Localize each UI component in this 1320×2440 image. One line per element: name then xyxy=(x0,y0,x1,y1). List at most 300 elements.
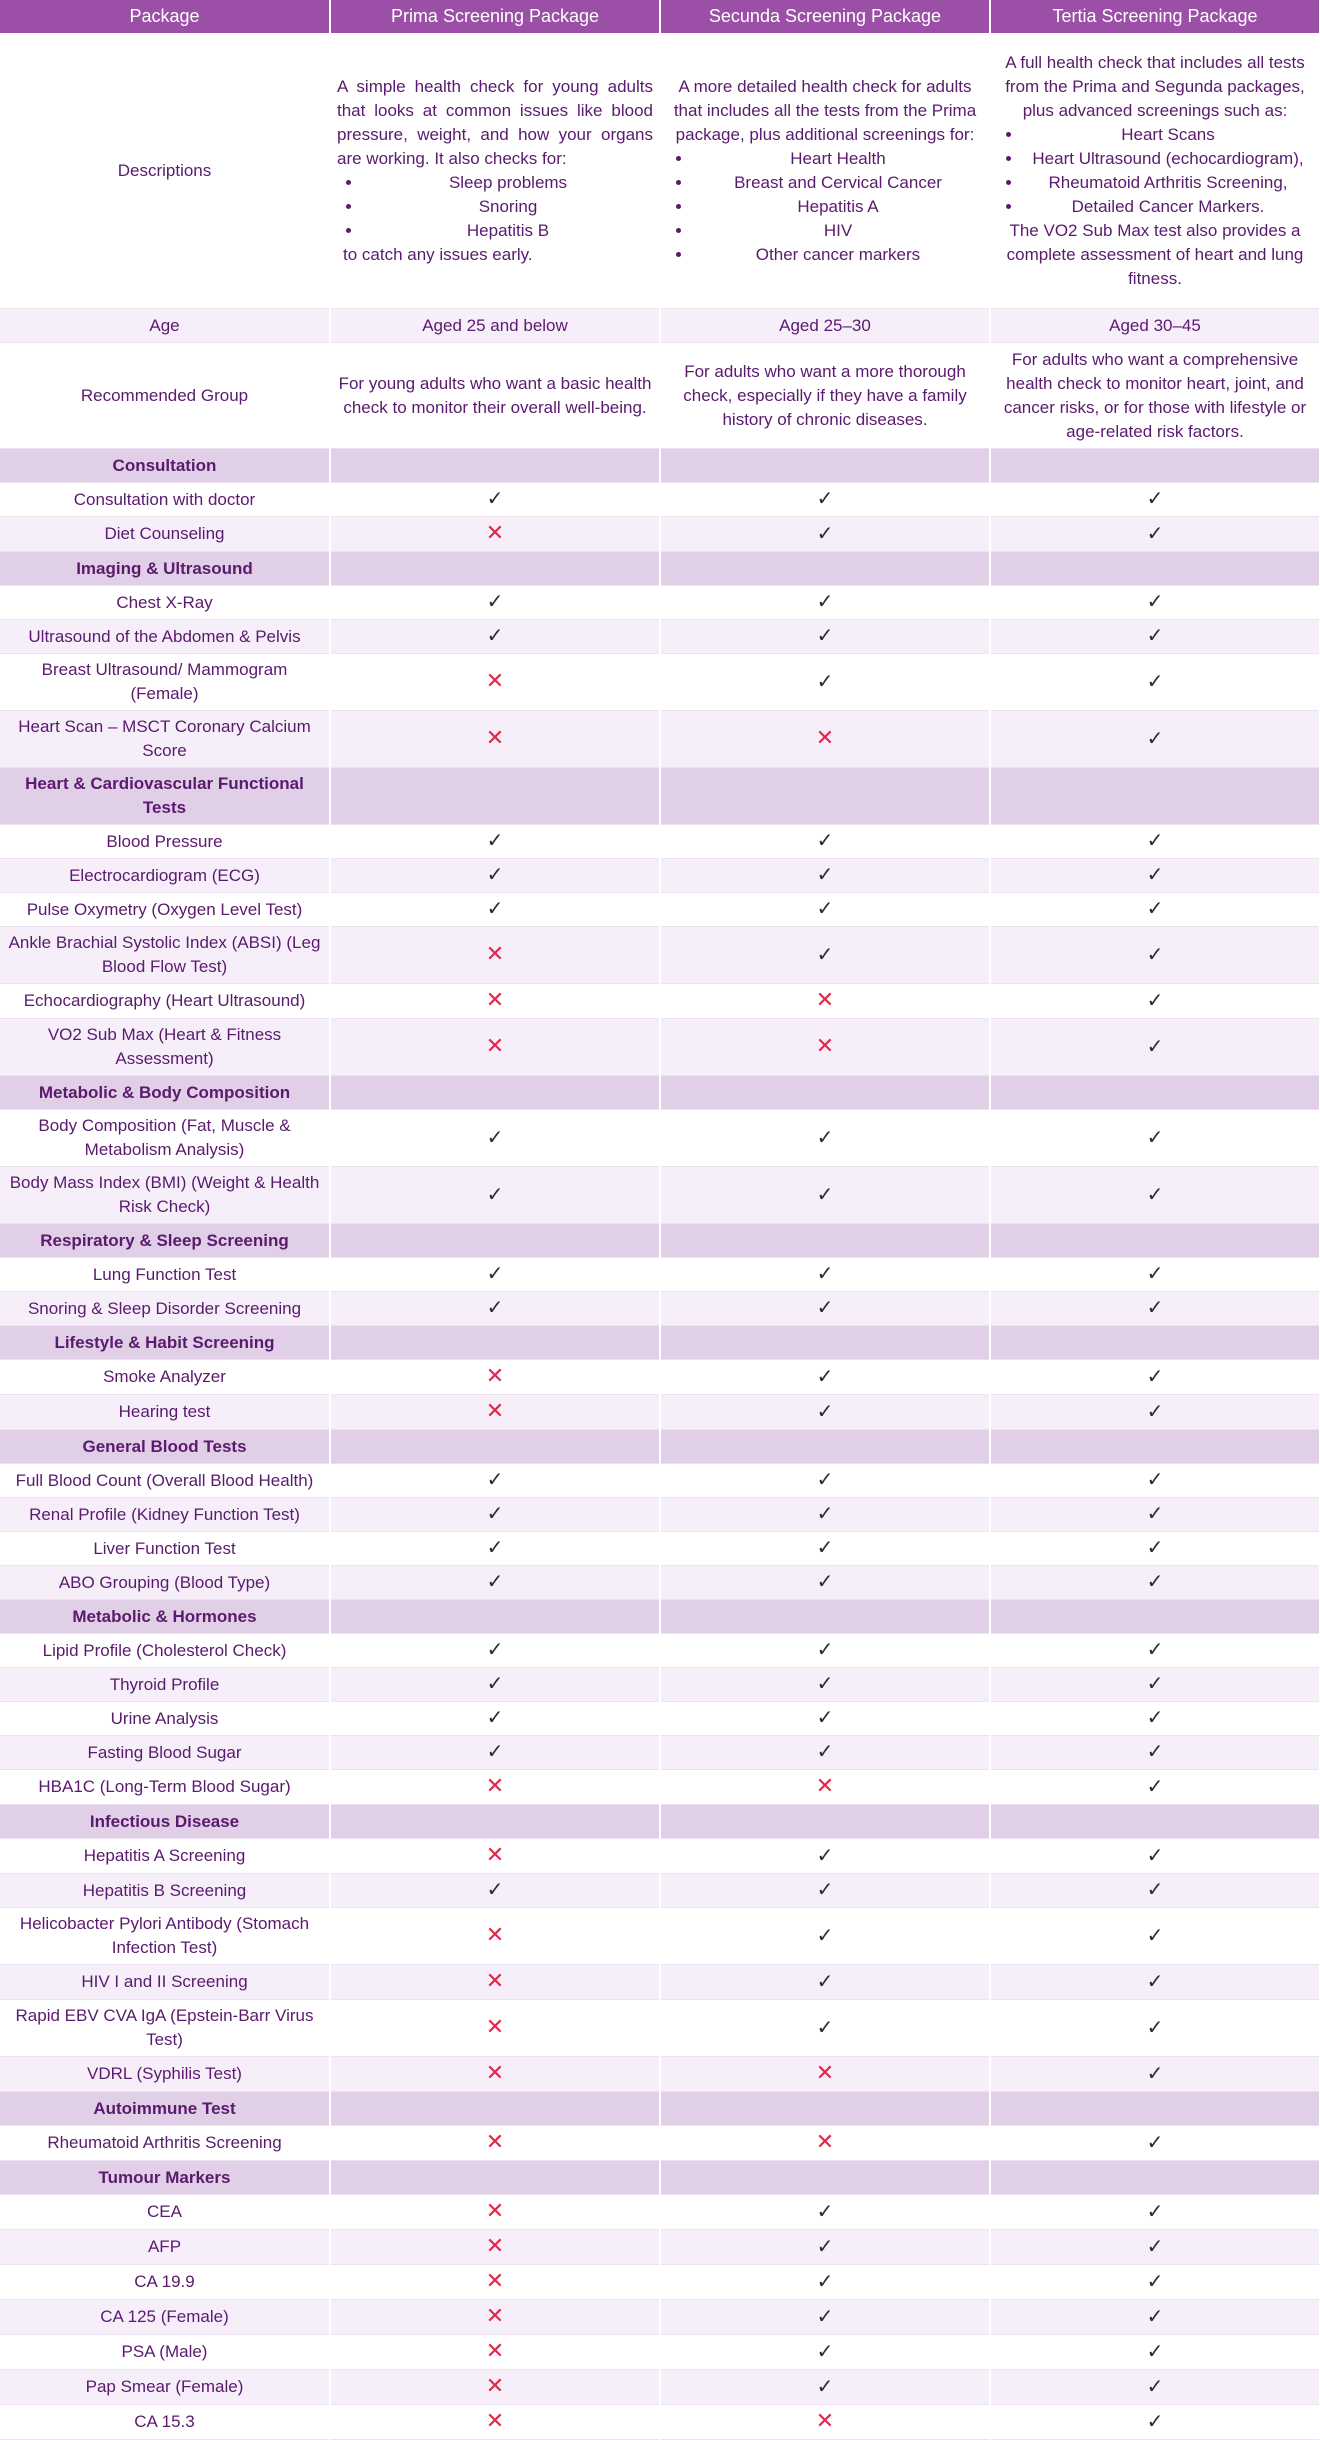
cross-icon: ✕ xyxy=(485,725,505,750)
tertia-availability-cell xyxy=(990,893,1320,927)
section-respiratory-sleep-screening xyxy=(0,1224,1320,1258)
check-icon: ✓ xyxy=(816,830,834,852)
header-package: Package xyxy=(0,0,330,33)
cross-icon: ✕ xyxy=(485,2060,505,2085)
tertia-availability-cell xyxy=(990,483,1320,517)
section-spacer xyxy=(990,552,1320,586)
prima-availability-cell xyxy=(330,2265,660,2300)
check-icon: ✓ xyxy=(1146,1537,1164,1559)
prima-availability-cell xyxy=(330,1668,660,1702)
secunda-availability-cell xyxy=(660,1019,990,1076)
tertia-availability-cell xyxy=(990,1464,1320,1498)
test-name: Echocardiography (Heart Ultrasound) xyxy=(0,984,330,1019)
section-spacer xyxy=(990,1805,1320,1839)
tertia-availability-cell xyxy=(990,654,1320,711)
prima-availability-cell xyxy=(330,2300,660,2335)
section-spacer xyxy=(330,2161,660,2195)
test-name: Lung Function Test xyxy=(0,1258,330,1292)
tertia-availability-cell xyxy=(990,1167,1320,1224)
prima-availability-cell xyxy=(330,893,660,927)
cross-icon: ✕ xyxy=(815,987,835,1012)
check-icon: ✓ xyxy=(816,1183,834,1206)
secunda-availability-cell xyxy=(660,1566,990,1600)
test-name: Lipid Profile (Cholesterol Check) xyxy=(0,1634,330,1668)
test-name: Heart Scan – MSCT Coronary Calcium Score xyxy=(0,711,330,768)
secunda-availability-cell xyxy=(660,1702,990,1736)
test-name: CEA xyxy=(0,2195,330,2230)
recommended-group-row xyxy=(0,343,1320,449)
prima-availability-cell xyxy=(330,859,660,893)
check-icon: ✓ xyxy=(1146,943,1164,966)
cross-icon: ✕ xyxy=(815,2060,835,2085)
check-icon: ✓ xyxy=(486,1879,504,1901)
check-icon: ✓ xyxy=(816,2235,834,2258)
section-spacer xyxy=(990,2092,1320,2126)
check-icon: ✓ xyxy=(486,1673,504,1695)
test-name: Ankle Brachial Systolic Index (ABSI) (Leg Blood Flow Test) xyxy=(0,927,330,984)
check-icon: ✓ xyxy=(1146,1639,1164,1661)
tertia-availability-cell xyxy=(990,2335,1320,2370)
section-tumour-markers xyxy=(0,2161,1320,2195)
secunda-availability-cell xyxy=(660,1167,990,1224)
section-spacer xyxy=(660,1076,990,1110)
section-spacer xyxy=(330,449,660,483)
secunda-recommended-group: For adults who want a more thorough check, especially if they have a family history of chronic diseases. xyxy=(660,343,990,449)
tertia-availability-cell xyxy=(990,1395,1320,1430)
section-spacer xyxy=(660,1224,990,1258)
tertia-availability-cell xyxy=(990,2195,1320,2230)
list-item: • Hepatitis A xyxy=(693,195,983,219)
cross-icon: ✕ xyxy=(485,1398,505,1423)
tertia-availability-cell xyxy=(990,1874,1320,1908)
table-row xyxy=(0,1258,1320,1292)
secunda-availability-cell xyxy=(660,2230,990,2265)
check-icon: ✓ xyxy=(816,1639,834,1661)
cross-icon: ✕ xyxy=(485,1842,505,1867)
prima-availability-cell xyxy=(330,2195,660,2230)
secunda-availability-cell xyxy=(660,2300,990,2335)
prima-description-outro: to catch any issues early. xyxy=(343,244,533,264)
section-spacer xyxy=(660,2161,990,2195)
section-spacer xyxy=(990,2161,1320,2195)
list-item: • Heart Health xyxy=(693,147,983,171)
check-icon: ✓ xyxy=(1146,1365,1164,1388)
cross-icon: ✕ xyxy=(485,2338,505,2363)
secunda-description xyxy=(660,33,990,309)
test-name: CA 19.9 xyxy=(0,2265,330,2300)
secunda-availability-cell xyxy=(660,2370,990,2405)
test-name: HIV I and II Screening xyxy=(0,1965,330,2000)
check-icon: ✓ xyxy=(1146,2305,1164,2328)
check-icon: ✓ xyxy=(816,1844,834,1867)
secunda-availability-cell xyxy=(660,620,990,654)
table-row xyxy=(0,1770,1320,1805)
check-icon: ✓ xyxy=(486,1503,504,1525)
tertia-availability-cell xyxy=(990,1736,1320,1770)
test-name: Urine Analysis xyxy=(0,1702,330,1736)
section-title: General Blood Tests xyxy=(0,1430,330,1464)
check-icon: ✓ xyxy=(486,625,504,647)
section-spacer xyxy=(990,1224,1320,1258)
check-icon: ✓ xyxy=(1146,1126,1164,1149)
cross-icon: ✕ xyxy=(815,2408,835,2433)
prima-availability-cell xyxy=(330,2405,660,2440)
descriptions-label: Descriptions xyxy=(0,33,330,309)
check-icon: ✓ xyxy=(1146,1469,1164,1491)
secunda-availability-cell xyxy=(660,1258,990,1292)
check-icon: ✓ xyxy=(816,1879,834,1901)
tertia-recommended-group: For adults who want a comprehensive health check to monitor heart, joint, and cancer risks, or for those with lifestyle or age-related risk factors. xyxy=(990,343,1320,449)
section-spacer xyxy=(330,1430,660,1464)
table-row xyxy=(0,1965,1320,2000)
tertia-availability-cell xyxy=(990,1566,1320,1600)
tertia-availability-cell xyxy=(990,1965,1320,2000)
section-title: Infectious Disease xyxy=(0,1805,330,1839)
check-icon: ✓ xyxy=(1146,989,1164,1012)
test-name: Full Blood Count (Overall Blood Health) xyxy=(0,1464,330,1498)
check-icon: ✓ xyxy=(1146,522,1164,545)
table-row xyxy=(0,1874,1320,1908)
section-spacer xyxy=(660,2092,990,2126)
secunda-availability-cell xyxy=(660,825,990,859)
secunda-availability-cell xyxy=(660,483,990,517)
table-row xyxy=(0,2405,1320,2440)
prima-availability-cell xyxy=(330,927,660,984)
table-row xyxy=(0,1464,1320,1498)
tertia-availability-cell xyxy=(990,1702,1320,1736)
prima-availability-cell xyxy=(330,1736,660,1770)
check-icon: ✓ xyxy=(486,898,504,920)
tertia-availability-cell xyxy=(990,1258,1320,1292)
check-icon: ✓ xyxy=(816,1741,834,1763)
tertia-availability-cell xyxy=(990,825,1320,859)
check-icon: ✓ xyxy=(816,1469,834,1491)
tertia-availability-cell xyxy=(990,1770,1320,1805)
check-icon: ✓ xyxy=(1146,2200,1164,2223)
check-icon: ✓ xyxy=(1146,2375,1164,2398)
list-item: • Sleep problems xyxy=(363,171,653,195)
section-spacer xyxy=(660,1430,990,1464)
section-infectious-disease xyxy=(0,1805,1320,1839)
cross-icon: ✕ xyxy=(815,1033,835,1058)
secunda-availability-cell xyxy=(660,1464,990,1498)
section-spacer xyxy=(660,552,990,586)
test-name: ABO Grouping (Blood Type) xyxy=(0,1566,330,1600)
prima-description-intro: A simple health check for young adults that looks at common issues like blood pressure, weight, and how your organs are working. It also checks for: xyxy=(337,76,653,168)
table-row xyxy=(0,1395,1320,1430)
check-icon: ✓ xyxy=(816,1400,834,1423)
test-name: Helicobacter Pylori Antibody (Stomach Infection Test) xyxy=(0,1908,330,1965)
tertia-availability-cell xyxy=(990,859,1320,893)
tertia-availability-cell xyxy=(990,1839,1320,1874)
check-icon: ✓ xyxy=(1146,2016,1164,2039)
check-icon: ✓ xyxy=(1146,1970,1164,1993)
prima-availability-cell xyxy=(330,1360,660,1395)
prima-availability-cell xyxy=(330,1498,660,1532)
secunda-age: Aged 25–30 xyxy=(660,309,990,343)
section-spacer xyxy=(330,768,660,825)
test-name: Hepatitis B Screening xyxy=(0,1874,330,1908)
section-title: Respiratory & Sleep Screening xyxy=(0,1224,330,1258)
list-item: • Snoring xyxy=(363,195,653,219)
check-icon: ✓ xyxy=(486,1183,504,1206)
prima-availability-cell xyxy=(330,1110,660,1167)
tertia-availability-cell xyxy=(990,1498,1320,1532)
tertia-description-outro: The VO2 Sub Max test also provides a complete assessment of heart and lung fitness. xyxy=(1006,220,1304,288)
header-secunda: Secunda Screening Package xyxy=(660,0,990,33)
check-icon: ✓ xyxy=(1146,1400,1164,1423)
tertia-availability-cell xyxy=(990,2265,1320,2300)
test-name: HBA1C (Long-Term Blood Sugar) xyxy=(0,1770,330,1805)
secunda-availability-cell xyxy=(660,711,990,768)
section-spacer xyxy=(660,768,990,825)
prima-availability-cell xyxy=(330,517,660,552)
test-name: VDRL (Syphilis Test) xyxy=(0,2057,330,2092)
tertia-age: Aged 30–45 xyxy=(990,309,1320,343)
secunda-availability-cell xyxy=(660,2265,990,2300)
section-general-blood-tests xyxy=(0,1430,1320,1464)
test-name: CA 125 (Female) xyxy=(0,2300,330,2335)
cross-icon: ✕ xyxy=(485,2408,505,2433)
check-icon: ✓ xyxy=(486,1639,504,1661)
secunda-availability-cell xyxy=(660,1770,990,1805)
check-icon: ✓ xyxy=(816,898,834,920)
test-name: VO2 Sub Max (Heart & Fitness Assessment) xyxy=(0,1019,330,1076)
check-icon: ✓ xyxy=(486,1297,504,1319)
age-row xyxy=(0,309,1320,343)
prima-availability-cell xyxy=(330,1258,660,1292)
list-item: • Other cancer markers xyxy=(693,243,983,267)
table-row xyxy=(0,711,1320,768)
secunda-description-list xyxy=(667,147,983,267)
prima-availability-cell xyxy=(330,654,660,711)
section-spacer xyxy=(330,1224,660,1258)
check-icon: ✓ xyxy=(1146,1775,1164,1798)
section-spacer xyxy=(660,1600,990,1634)
check-icon: ✓ xyxy=(1146,670,1164,693)
table-row xyxy=(0,1702,1320,1736)
check-icon: ✓ xyxy=(1146,1297,1164,1319)
check-icon: ✓ xyxy=(816,488,834,510)
secunda-availability-cell xyxy=(660,984,990,1019)
check-icon: ✓ xyxy=(816,943,834,966)
secunda-availability-cell xyxy=(660,1360,990,1395)
check-icon: ✓ xyxy=(486,1126,504,1149)
table-row xyxy=(0,2300,1320,2335)
prima-availability-cell xyxy=(330,1965,660,2000)
cross-icon: ✕ xyxy=(485,987,505,1012)
check-icon: ✓ xyxy=(816,1537,834,1559)
tertia-availability-cell xyxy=(990,2405,1320,2440)
header-prima: Prima Screening Package xyxy=(330,0,660,33)
check-icon: ✓ xyxy=(1146,898,1164,920)
check-icon: ✓ xyxy=(1146,1503,1164,1525)
tertia-availability-cell xyxy=(990,1634,1320,1668)
tertia-availability-cell xyxy=(990,1360,1320,1395)
tertia-availability-cell xyxy=(990,586,1320,620)
table-row xyxy=(0,1566,1320,1600)
test-name: Body Composition (Fat, Muscle & Metabolism Analysis) xyxy=(0,1110,330,1167)
secunda-description-intro: A more detailed health check for adults that includes all the tests from the Prima package, plus additional screenings for: xyxy=(673,76,977,144)
table-row xyxy=(0,2195,1320,2230)
check-icon: ✓ xyxy=(1146,1035,1164,1058)
tertia-availability-cell xyxy=(990,927,1320,984)
prima-availability-cell xyxy=(330,2370,660,2405)
check-icon: ✓ xyxy=(486,864,504,886)
test-name: CA 15.3 xyxy=(0,2405,330,2440)
tertia-availability-cell xyxy=(990,2000,1320,2057)
section-autoimmune-test xyxy=(0,2092,1320,2126)
tertia-availability-cell xyxy=(990,1110,1320,1167)
table-row xyxy=(0,2057,1320,2092)
secunda-availability-cell xyxy=(660,517,990,552)
test-name: Hepatitis A Screening xyxy=(0,1839,330,1874)
cross-icon: ✕ xyxy=(485,1922,505,1947)
cross-icon: ✕ xyxy=(485,1968,505,1993)
check-icon: ✓ xyxy=(1146,2062,1164,2085)
check-icon: ✓ xyxy=(816,1503,834,1525)
section-spacer xyxy=(330,1805,660,1839)
section-metabolic-body-composition xyxy=(0,1076,1320,1110)
test-name: Electrocardiogram (ECG) xyxy=(0,859,330,893)
prima-availability-cell xyxy=(330,586,660,620)
check-icon: ✓ xyxy=(816,2200,834,2223)
table-row xyxy=(0,654,1320,711)
cross-icon: ✕ xyxy=(485,2373,505,2398)
tertia-availability-cell xyxy=(990,517,1320,552)
check-icon: ✓ xyxy=(816,1297,834,1319)
prima-availability-cell xyxy=(330,1702,660,1736)
tertia-availability-cell xyxy=(990,1668,1320,1702)
section-spacer xyxy=(990,449,1320,483)
section-title: Tumour Markers xyxy=(0,2161,330,2195)
section-spacer xyxy=(990,1076,1320,1110)
check-icon: ✓ xyxy=(1146,2340,1164,2363)
table-row xyxy=(0,2000,1320,2057)
check-icon: ✓ xyxy=(816,864,834,886)
prima-age: Aged 25 and below xyxy=(330,309,660,343)
cross-icon: ✕ xyxy=(485,668,505,693)
secunda-availability-cell xyxy=(660,2000,990,2057)
secunda-availability-cell xyxy=(660,2405,990,2440)
secunda-availability-cell xyxy=(660,1839,990,1874)
tertia-availability-cell xyxy=(990,711,1320,768)
section-spacer xyxy=(990,1326,1320,1360)
cross-icon: ✕ xyxy=(815,725,835,750)
check-icon: ✓ xyxy=(1146,488,1164,510)
section-spacer xyxy=(660,1805,990,1839)
header-tertia: Tertia Screening Package xyxy=(990,0,1320,33)
check-icon: ✓ xyxy=(816,1673,834,1695)
test-name: Breast Ultrasound/ Mammogram (Female) xyxy=(0,654,330,711)
cross-icon: ✕ xyxy=(485,2198,505,2223)
secunda-availability-cell xyxy=(660,1292,990,1326)
check-icon: ✓ xyxy=(816,2016,834,2039)
table-row xyxy=(0,984,1320,1019)
prima-availability-cell xyxy=(330,984,660,1019)
tertia-description xyxy=(990,33,1320,309)
descriptions-row xyxy=(0,33,1320,309)
prima-availability-cell xyxy=(330,1019,660,1076)
check-icon: ✓ xyxy=(816,1365,834,1388)
table-row xyxy=(0,2370,1320,2405)
cross-icon: ✕ xyxy=(485,941,505,966)
secunda-availability-cell xyxy=(660,2057,990,2092)
check-icon: ✓ xyxy=(816,670,834,693)
section-title: Imaging & Ultrasound xyxy=(0,552,330,586)
tertia-description-intro: A full health check that includes all tests from the Prima and Segunda packages, plus advanced screenings such as: xyxy=(1005,52,1305,120)
section-title: Heart & Cardiovascular Functional Tests xyxy=(0,768,330,825)
check-icon: ✓ xyxy=(816,522,834,545)
secunda-availability-cell xyxy=(660,1736,990,1770)
cross-icon: ✕ xyxy=(485,520,505,545)
section-consultation xyxy=(0,449,1320,483)
test-name: Pulse Oxymetry (Oxygen Level Test) xyxy=(0,893,330,927)
table-row xyxy=(0,2126,1320,2161)
table-row xyxy=(0,2230,1320,2265)
section-title: Lifestyle & Habit Screening xyxy=(0,1326,330,1360)
secunda-availability-cell xyxy=(660,586,990,620)
section-spacer xyxy=(330,552,660,586)
check-icon: ✓ xyxy=(816,1924,834,1947)
check-icon: ✓ xyxy=(1146,1707,1164,1729)
prima-availability-cell xyxy=(330,2000,660,2057)
check-icon: ✓ xyxy=(486,1707,504,1729)
list-item: • Hepatitis B xyxy=(363,219,653,243)
check-icon: ✓ xyxy=(816,1263,834,1285)
prima-availability-cell xyxy=(330,620,660,654)
test-name: Rapid EBV CVA IgA (Epstein-Barr Virus Test) xyxy=(0,2000,330,2057)
test-name: Consultation with doctor xyxy=(0,483,330,517)
table-row xyxy=(0,825,1320,859)
prima-availability-cell xyxy=(330,2057,660,2092)
table-row xyxy=(0,1634,1320,1668)
check-icon: ✓ xyxy=(816,2305,834,2328)
section-metabolic-hormones xyxy=(0,1600,1320,1634)
table-row xyxy=(0,927,1320,984)
secunda-availability-cell xyxy=(660,893,990,927)
prima-availability-cell xyxy=(330,1770,660,1805)
secunda-availability-cell xyxy=(660,1634,990,1668)
check-icon: ✓ xyxy=(486,1263,504,1285)
list-item: • Rheumatoid Arthritis Screening, xyxy=(1023,171,1313,195)
test-name: Body Mass Index (BMI) (Weight & Health Risk Check) xyxy=(0,1167,330,1224)
check-icon: ✓ xyxy=(1146,2410,1164,2433)
check-icon: ✓ xyxy=(1146,1924,1164,1947)
cross-icon: ✕ xyxy=(815,2129,835,2154)
table-header-row xyxy=(0,0,1320,33)
tertia-availability-cell xyxy=(990,1019,1320,1076)
section-spacer xyxy=(990,768,1320,825)
prima-availability-cell xyxy=(330,1395,660,1430)
cross-icon: ✕ xyxy=(485,2129,505,2154)
table-row xyxy=(0,1839,1320,1874)
secunda-availability-cell xyxy=(660,1395,990,1430)
prima-availability-cell xyxy=(330,825,660,859)
check-icon: ✓ xyxy=(816,2375,834,2398)
list-item: • HIV xyxy=(693,219,983,243)
prima-availability-cell xyxy=(330,711,660,768)
secunda-availability-cell xyxy=(660,2335,990,2370)
section-title: Autoimmune Test xyxy=(0,2092,330,2126)
check-icon: ✓ xyxy=(1146,2131,1164,2154)
list-item: • Detailed Cancer Markers. xyxy=(1023,195,1313,219)
cross-icon: ✕ xyxy=(485,2014,505,2039)
table-row xyxy=(0,1167,1320,1224)
cross-icon: ✕ xyxy=(485,2268,505,2293)
prima-availability-cell xyxy=(330,2230,660,2265)
prima-availability-cell xyxy=(330,1167,660,1224)
